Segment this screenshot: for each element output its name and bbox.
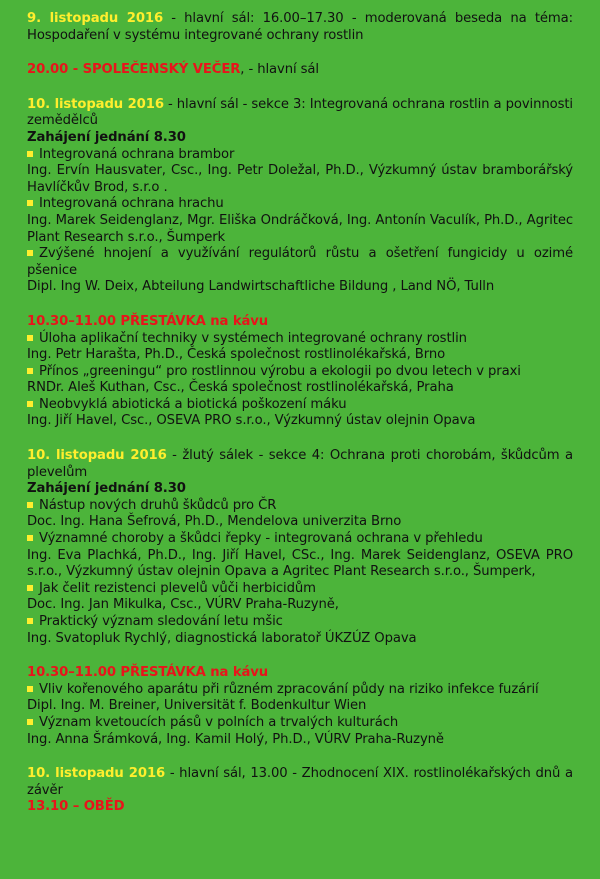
- bullet-square-icon: [27, 719, 33, 725]
- session-header: [27, 448, 573, 481]
- bullet-square-icon: [27, 686, 33, 692]
- bullet-square-icon: [27, 250, 33, 256]
- session-desc: - hlavní sál, 13.00 - Zhodnocení XIX. rostlinolékařských dnů a závěr: [27, 766, 573, 798]
- talk-authors: Doc. Ing. Hana Šefrová, Ph.D., Mendelova univerzita Brno: [27, 514, 402, 530]
- talk-title: Vliv kořenového aparátu při různém zpracování půdy na riziko infekce fuzárií: [27, 682, 573, 699]
- talk-title: Význam kvetoucích pásů v polních a trvalých kulturách: [27, 715, 573, 732]
- session-date: 10. listopadu 2016: [27, 96, 164, 112]
- bullet-square-icon: [27, 335, 33, 341]
- evening-title: 20.00 - SPOLEČENSKÝ VEČER: [27, 62, 241, 78]
- session-header: [27, 11, 573, 44]
- talk-title: Neobvyklá abiotická a biotická poškození máku: [27, 397, 573, 414]
- evening-venue: , - hlavní sál: [240, 62, 319, 78]
- bullet-square-icon: [27, 401, 33, 407]
- talk-title: Integrovaná ochrana brambor: [27, 147, 573, 164]
- bullet-square-icon: [27, 200, 33, 206]
- program-block-closing: [27, 766, 573, 816]
- talk-authors: Ing. Jiří Havel, Csc., OSEVA PRO s.r.o., Výzkumný ústav olejnin Opava: [27, 413, 476, 429]
- evening-line: [27, 62, 573, 79]
- session-desc: - žlutý sálek - sekce 4: Ochrana proti chorobám, škůdcům a plevelům: [27, 448, 573, 480]
- session-header: [27, 766, 573, 799]
- bullet-square-icon: [27, 151, 33, 157]
- talk-authors: Ing. Anna Šrámková, Ing. Kamil Holý, Ph.D., VÚRV Praha-Ruzyně: [27, 731, 444, 747]
- talk-authors: Dipl. Ing W. Deix, Abteilung Landwirtschaftliche Bildung , Land NÖ, Tulln: [27, 279, 495, 295]
- session-date: 9. listopadu 2016: [27, 11, 164, 26]
- program-block-break2: [27, 665, 573, 748]
- talk-authors: Dipl. Ing. M. Breiner, Universität f. Bodenkultur Wien: [27, 698, 367, 714]
- bullet-square-icon: [27, 368, 33, 374]
- talk-authors: Ing. Petr Harašta, Ph.D., Česká společnost rostlinolékařská, Brno: [27, 347, 446, 363]
- bullet-square-icon: [27, 502, 33, 508]
- talk-authors: Doc. Ing. Jan Mikulka, Csc., VÚRV Praha-Ruzyně,: [27, 597, 339, 613]
- talk-authors: Ing. Svatopluk Rychlý, diagnostická laboratoř ÚKZÚZ Opava: [27, 630, 417, 646]
- talk-authors: Ing. Marek Seidenglanz, Mgr. Eliška Ondráčková, Ing. Antonín Vaculík, Ph.D., Agritec Plant Research s.r.o., Šumperk: [27, 212, 573, 245]
- session-desc: - hlavní sál: 16.00–17.30 - moderovaná beseda na téma: Hospodaření v systému integrované ochrany rostlin: [27, 11, 573, 43]
- program-block-section4: [27, 448, 573, 647]
- opening-time: Zahájení jednání 8.30: [27, 481, 186, 497]
- session-header: [27, 97, 573, 130]
- coffee-break: 10.30–11.00 PŘESTÁVKA na kávu: [27, 665, 269, 681]
- talk-title: Praktický význam sledování letu mšic: [27, 614, 573, 631]
- session-date: 10. listopadu 2016: [27, 448, 167, 464]
- talk-title: Jak čelit rezistenci plevelů vůči herbicidům: [27, 581, 573, 598]
- talk-title: Nástup nových druhů škůdců pro ČR: [27, 498, 573, 515]
- talk-authors: RNDr. Aleš Kuthan, Csc., Česká společnost rostlinolékařská, Praha: [27, 380, 454, 396]
- lunch-line: 13.10 – OBĚD: [27, 799, 125, 815]
- bullet-square-icon: [27, 585, 33, 591]
- session-date: 10. listopadu 2016: [27, 766, 166, 782]
- talk-authors: Ing. Ervín Hausvater, Csc., Ing. Petr Doležal, Ph.D., Výzkumný ústav bramborářský Havlíčkův Brod, s.r.o .: [27, 163, 573, 195]
- talk-title: Integrovaná ochrana hrachu: [27, 196, 573, 213]
- session-desc: - hlavní sál - sekce 3: Integrovaná ochrana rostlin a povinnosti zemědělců: [27, 96, 573, 129]
- program-block-section3: [27, 97, 573, 296]
- talk-title: Úloha aplikační techniky v systémech integrované ochrany rostlin: [27, 331, 573, 348]
- coffee-break: 10.30–11.00 PŘESTÁVKA na kávu: [27, 313, 269, 329]
- opening-time: Zahájení jednání 8.30: [27, 129, 186, 145]
- talk-title: Významné choroby a škůdci řepky - integrovaná ochrana v přehledu: [27, 531, 573, 548]
- program-block-nov9: [27, 11, 573, 44]
- talk-authors: Ing. Eva Plachká, Ph.D., Ing. Jiří Havel, CSc., Ing. Marek Seidenglanz, OSEVA PRO s.r.o., Výzkumný ústav olejnin Opava a Agritec Plant Research s.r.o., Šumperk,: [27, 547, 573, 580]
- program-block-evening: [27, 62, 573, 79]
- talk-title: Přínos „greeningu“ pro rostlinnou výrobu a ekologii po dvou letech v praxi: [27, 364, 573, 381]
- bullet-square-icon: [27, 618, 33, 624]
- bullet-square-icon: [27, 535, 33, 541]
- program-block-break1: [27, 314, 573, 430]
- talk-title: Zvýšené hnojení a využívání regulátorů růstu a ošetření fungicidy u ozimé pšenice: [27, 246, 573, 278]
